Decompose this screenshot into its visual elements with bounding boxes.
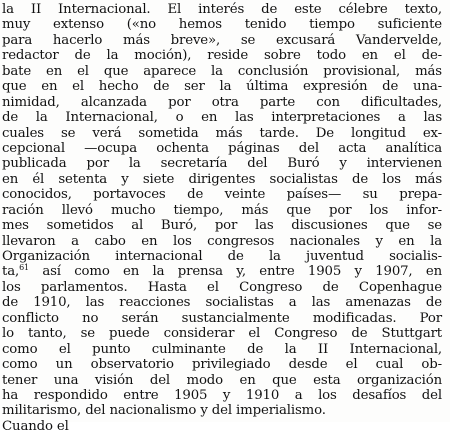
text-line: redactor de la moción), reside sobre todo en el de- bbox=[2, 48, 442, 64]
text-line: llevaron a cabo en los congresos nacionales y en la bbox=[2, 233, 442, 249]
text-line: publicada por la secretaría del Buró y intervienen bbox=[2, 156, 442, 172]
body-paragraph bbox=[2, 2, 442, 434]
text-line: ración llevó mucho tiempo, más que por los infor- bbox=[2, 202, 442, 218]
text-line: conflicto no serán sustancialmente modificadas. Por bbox=[2, 310, 442, 326]
text-fragment: así como en la prensa y, entre 1905 y 1907, en bbox=[42, 264, 442, 280]
text-line: cepcional —ocupa ochenta páginas del acta analítica bbox=[2, 140, 442, 156]
text-line: tener una visión del modo en que esta organización bbox=[2, 372, 442, 388]
text-line: los parlamentos. Hasta el Congreso de Copenhague bbox=[2, 279, 442, 295]
text-line: nimidad, alcanzada por otra parte con dificultades, bbox=[2, 94, 442, 110]
text-line: como el punto culminante de la II Internacional, bbox=[2, 341, 442, 357]
text-line: militarismo, del nacionalismo y del imperialismo. bbox=[2, 403, 326, 419]
text-line: conocidos, portavoces de veinte países— su prepa- bbox=[2, 187, 442, 203]
text-line: la II Internacional. El interés de este célebre texto, bbox=[2, 2, 442, 17]
text-line: lo tanto, se puede considerar el Congreso de Stuttgart bbox=[2, 326, 442, 342]
text-line: muy extenso («no hemos tenido tiempo suficiente bbox=[2, 17, 442, 33]
text-line-with-footnote bbox=[2, 264, 442, 279]
text-line: en él setenta y siete dirigentes socialistas de los más bbox=[2, 171, 442, 187]
text-line: mes sometidos al Buró, por las discusiones que se bbox=[2, 218, 442, 234]
cut-off-text-line: Cuando el bbox=[2, 418, 69, 434]
text-line: de 1910, las reacciones socialistas a las amenazas de bbox=[2, 295, 442, 311]
text-line: cuales se verá sometida más tarde. De longitud ex- bbox=[2, 125, 442, 141]
text-line: bate en el que aparece la conclusión provisional, más bbox=[2, 63, 442, 79]
text-line: ha respondido entre 1905 y 1910 a los desafíos del bbox=[2, 387, 442, 403]
text-fragment: ta, bbox=[2, 264, 20, 280]
text-line: que en el hecho de ser la última expresión de una- bbox=[2, 79, 442, 95]
text-line: de la Internacional, o en las interpretaciones a las bbox=[2, 110, 442, 126]
text-line: para hacerlo más breve», se excusará Vandervelde, bbox=[2, 32, 442, 48]
footnote-reference: 61 bbox=[19, 263, 29, 273]
text-line: como un observatorio privilegiado desde el cual ob- bbox=[2, 357, 442, 373]
text-line: Organización internacional de la juventud socialis- bbox=[2, 249, 442, 264]
